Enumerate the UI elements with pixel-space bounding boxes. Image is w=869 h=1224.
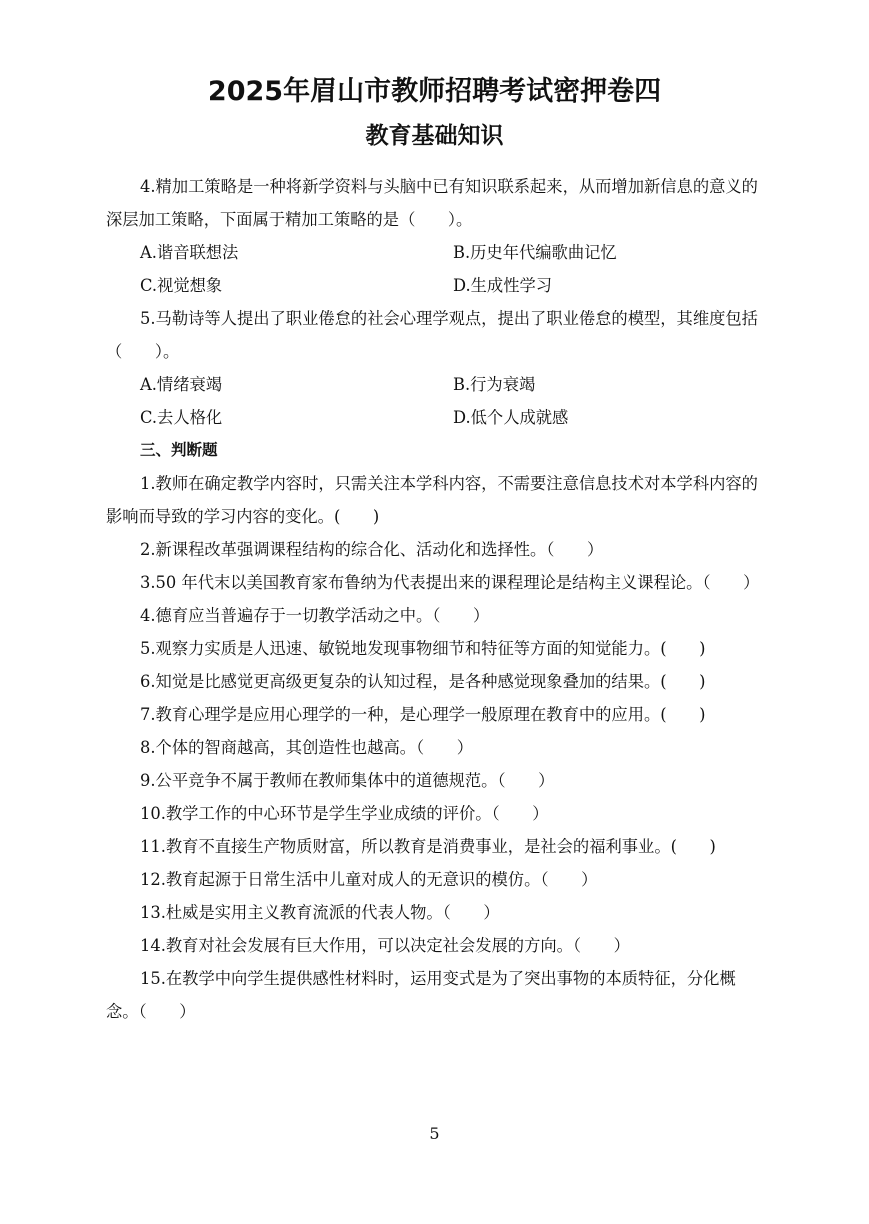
question-4-option-a: A.谐音联想法 (140, 243, 239, 262)
question-5-option-c: C.去人格化 (140, 408, 223, 427)
judgment-question-9: 9.公平竞争不属于教师在教师集体中的道德规范。（ ） (140, 771, 555, 790)
question-4-option-d: D.生成性学习 (453, 276, 553, 295)
judgment-question-7: 7.教育心理学是应用心理学的一种，是心理学一般原理在教育中的应用。( ) (140, 705, 706, 724)
question-4-options-row-2 (106, 269, 762, 302)
judgment-question-14: 14.教育对社会发展有巨大作用，可以决定社会发展的方向。（ ） (140, 936, 630, 955)
judgment-question-2: 2.新课程改革强调课程结构的综合化、活动化和选择性。（ ） (140, 540, 604, 559)
judgment-question-8: 8.个体的智商越高，其创造性也越高。（ ） (140, 738, 474, 757)
question-4-stem: 4.精加工策略是一种将新学资料与头脑中已有知识联系起来，从而增加新信息的意义的深层加工策略，下面属于精加工策略的是（ ）。 (106, 177, 758, 229)
judgment-question-4: 4.德育应当普遍存于一切教学活动之中。（ ） (140, 606, 490, 625)
judgment-question-12: 12.教育起源于日常生活中儿童对成人的无意识的模仿。（ ） (140, 870, 598, 889)
question-4-option-b: B.历史年代编歌曲记忆 (453, 243, 617, 262)
judgment-question-1: 1.教师在确定教学内容时，只需关注本学科内容，不需要注意信息技术对本学科内容的影响而导致的学习内容的变化。( ) (106, 474, 758, 526)
question-5-options-row-2 (106, 401, 762, 434)
judgment-question-15: 15.在教学中向学生提供感性材料时，运用变式是为了突出事物的本质特征，分化概念。（ ） (106, 969, 736, 1021)
question-5-option-a: A.情绪衰竭 (140, 375, 223, 394)
question-4-options-row-1 (106, 236, 762, 269)
judgment-question-13: 13.杜威是实用主义教育流派的代表人物。（ ） (140, 903, 500, 922)
document-title: 2025年眉山市教师招聘考试密押卷四 (207, 76, 662, 107)
question-5-options-row-1 (106, 368, 762, 401)
question-5-option-b: B.行为衰竭 (453, 375, 536, 394)
judgment-question-5: 5.观察力实质是人迅速、敏锐地发现事物细节和特征等方面的知觉能力。( ) (140, 639, 706, 658)
page-number: 5 (429, 1124, 440, 1143)
section-heading-judgment: 三、判断题 (140, 441, 218, 459)
question-5-option-d: D.低个人成就感 (453, 408, 569, 427)
judgment-question-3: 3.50 年代末以美国教育家布鲁纳为代表提出来的课程理论是结构主义课程论。（ ） (140, 573, 760, 592)
question-5-stem: 5.马勒诗等人提出了职业倦怠的社会心理学观点，提出了职业倦怠的模型，其维度包括（ ）。 (106, 309, 758, 361)
judgment-question-6: 6.知觉是比感觉更高级更复杂的认知过程，是各种感觉现象叠加的结果。( ) (140, 672, 706, 691)
judgment-question-11: 11.教育不直接生产物质财富，所以教育是消费事业，是社会的福利事业。( ) (140, 837, 716, 856)
document-subtitle: 教育基础知识 (365, 123, 504, 149)
judgment-question-10: 10.教学工作的中心环节是学生学业成绩的评价。（ ） (140, 804, 549, 823)
question-4-option-c: C.视觉想象 (140, 276, 223, 295)
document-body (106, 170, 762, 1028)
